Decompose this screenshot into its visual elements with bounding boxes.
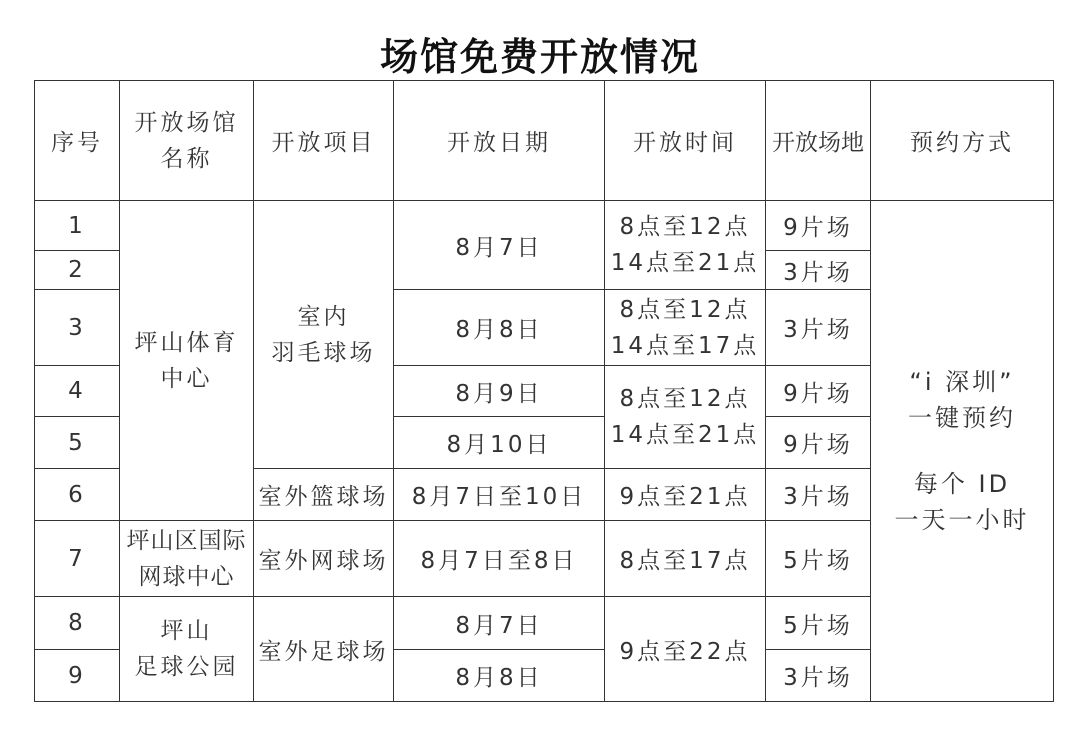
time-line: 14点至21点: [610, 250, 760, 276]
time-cell: [605, 366, 766, 469]
item-cell: 室外足球场: [254, 597, 394, 702]
time-cell: [605, 201, 766, 290]
header-venue-line1: 开放场馆: [134, 109, 239, 136]
header-item: 开放项目: [254, 81, 394, 201]
seq-cell: 2: [35, 251, 120, 290]
booking-line: 一天一小时: [894, 506, 1030, 534]
schedule-table: [34, 80, 1054, 702]
time-cell: [605, 290, 766, 366]
venue-line: 坪山区国际: [126, 527, 247, 554]
time-line: 8点至12点: [619, 214, 751, 240]
date-cell: 8月7日至10日: [394, 469, 605, 521]
date-cell: 8月8日: [394, 650, 605, 702]
time-line: 8点至12点: [619, 386, 751, 412]
field-cell: 3片场: [766, 469, 871, 521]
field-cell: 3片场: [766, 251, 871, 290]
venue-cell: [120, 521, 254, 597]
seq-cell: 3: [35, 290, 120, 366]
header-seq: 序号: [35, 81, 120, 201]
table-row: [35, 201, 1054, 251]
venue-line: 网球中心: [138, 563, 235, 590]
date-cell: 8月7日: [394, 201, 605, 290]
item-cell: [254, 201, 394, 469]
time-cell: 9点至22点: [605, 597, 766, 702]
header-venue-line2: 名称: [160, 145, 213, 172]
booking-line: 一键预约: [908, 404, 1016, 432]
venue-cell: [120, 201, 254, 521]
seq-cell: 7: [35, 521, 120, 597]
field-cell: 9片场: [766, 201, 871, 251]
booking-line: 每个 ID: [913, 470, 1011, 498]
time-line: 14点至17点: [610, 332, 760, 359]
venue-line: 坪山: [160, 618, 213, 644]
booking-line: “i 深圳”: [909, 368, 1015, 396]
time-line: 8点至12点: [619, 296, 751, 323]
item-line: 室内: [297, 303, 350, 330]
date-cell: 8月8日: [394, 290, 605, 366]
item-cell: 室外网球场: [254, 521, 394, 597]
field-cell: 3片场: [766, 290, 871, 366]
date-cell: 8月10日: [394, 417, 605, 469]
header-venue: [120, 81, 254, 201]
venue-cell: [120, 597, 254, 702]
field-cell: 5片场: [766, 597, 871, 650]
header-date: 开放日期: [394, 81, 605, 201]
header-booking: 预约方式: [871, 81, 1054, 201]
booking-cell: [871, 201, 1054, 702]
venue-line: 足球公园: [134, 654, 239, 680]
time-line: 14点至21点: [610, 422, 760, 448]
page-title: 场馆免费开放情况: [379, 35, 700, 79]
seq-cell: 9: [35, 650, 120, 702]
venue-line: 坪山体育: [134, 329, 239, 356]
header-row: [35, 81, 1054, 201]
seq-cell: 1: [35, 201, 120, 251]
time-cell: 9点至21点: [605, 469, 766, 521]
field-cell: 5片场: [766, 521, 871, 597]
date-cell: 8月7日: [394, 597, 605, 650]
item-line: 羽毛球场: [271, 339, 376, 366]
field-cell: 9片场: [766, 417, 871, 469]
date-cell: 8月7日至8日: [394, 521, 605, 597]
time-cell: 8点至17点: [605, 521, 766, 597]
item-cell: 室外篮球场: [254, 469, 394, 521]
header-time: 开放时间: [605, 81, 766, 201]
seq-cell: 4: [35, 366, 120, 417]
field-cell: 9片场: [766, 366, 871, 417]
field-cell: 3片场: [766, 650, 871, 702]
venue-line: 中心: [160, 365, 213, 392]
seq-cell: 5: [35, 417, 120, 469]
seq-cell: 8: [35, 597, 120, 650]
date-cell: 8月9日: [394, 366, 605, 417]
seq-cell: 6: [35, 469, 120, 521]
header-field: 开放场地: [766, 81, 871, 201]
